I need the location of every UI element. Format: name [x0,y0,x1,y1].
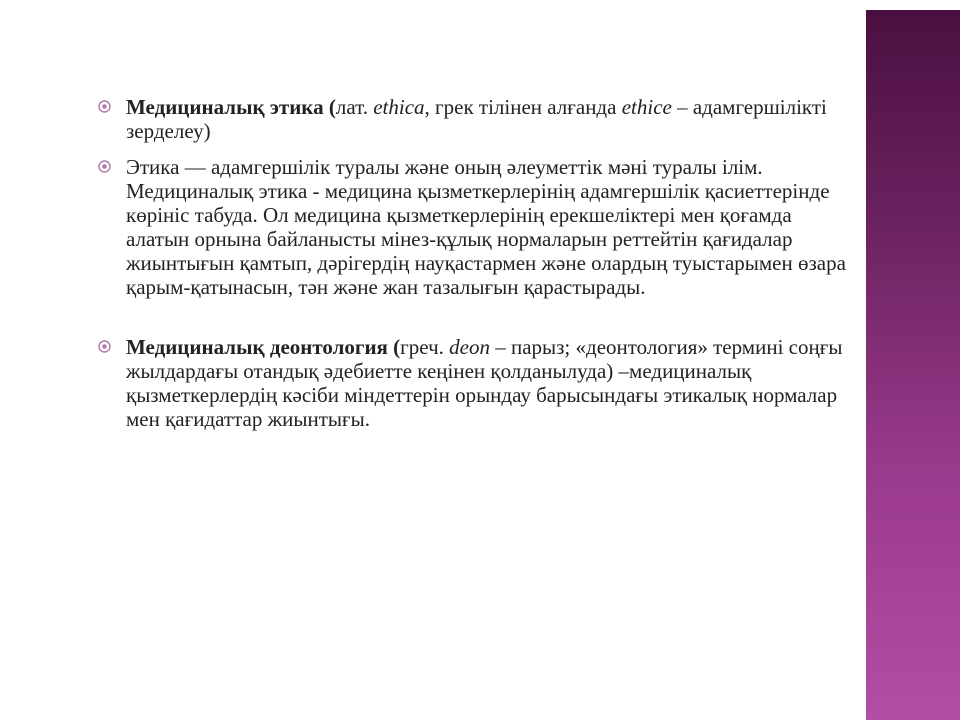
slide-content [98,95,858,443]
text-segment: , грек тілінен алғанда [424,95,622,119]
latin-word: ethica [373,95,425,119]
decorative-side-band [866,10,960,720]
circle-bullet-icon [98,340,111,353]
bullet-medical-ethics [98,95,858,143]
bullet-medical-deontology [98,335,858,431]
bullet-ethics-definition [98,155,858,299]
text-segment: – парыз; «деонтология» термині соңғы жылдардағы отандық әдебиетте кеңінен қолданылуда) –медициналық қызметкерлердің кәсіби міндеттерін орындау барысындағы этикалық нормалар мен қағидаттар жиынтығы. [126,335,843,431]
term-medical-deontology: Медициналық деонтология ( [126,335,401,359]
text-segment: лат. [335,95,374,119]
greek-word: deon [449,335,490,359]
greek-word: ethice [621,95,672,119]
term-medical-ethics: Медициналық этика ( [126,95,336,119]
ethics-definition-text: Этика — адамгершілік туралы және оның әлеуметтік мәні туралы ілім. Медициналық этика - медицина қызметкерлерінің адамгершілік қасиеттерінде көрініс табуда. Ол медицина қызметкерлерінің ерекшеліктері мен қоғамда алатын орнына байланысты мінез-құлық нормаларын реттейтін қағидалар жиынтығын қамтып, дәрігердің науқастармен және олардың туыстарымен өзара қарым-қатынасын, тән және жан тазалығын қарастырады. [126,155,846,299]
text-segment: – адамгершілікті зерделеу) [126,95,827,143]
circle-bullet-icon [98,100,111,113]
text-segment: греч. [400,335,450,359]
circle-bullet-icon [98,160,111,173]
